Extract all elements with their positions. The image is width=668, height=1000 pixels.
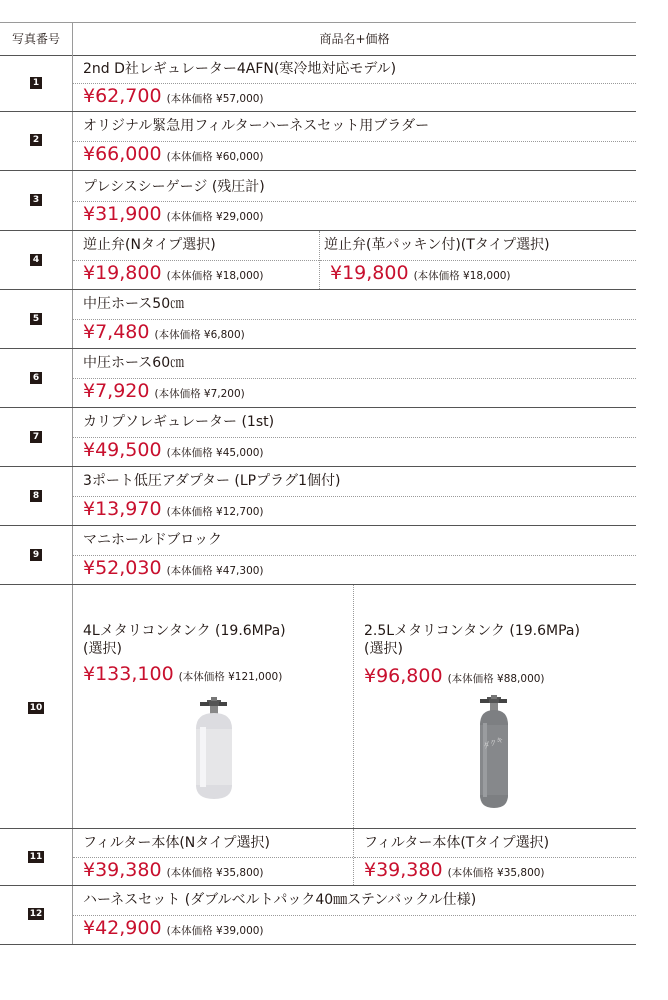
item-name: プレシスシーゲージ (残圧計) [83, 179, 265, 195]
table-row [0, 886, 636, 945]
item-name: フィルター本体(Nタイプ選択) [83, 835, 271, 851]
item-name: 2.5Lメタリコンタンク (19.6MPa) [364, 623, 580, 639]
item-price: ¥19,800 [83, 262, 162, 284]
item-price: ¥13,970 [83, 498, 162, 520]
table-row [0, 112, 636, 171]
item-base-price: (本体価格 ¥12,700) [166, 506, 264, 518]
photo-number-cell [0, 829, 73, 885]
item-price: ¥49,500 [83, 439, 162, 461]
photo-number-badge: 6 [30, 372, 42, 384]
item-name: カリプソレギュレーター (1st) [83, 414, 275, 430]
item-base-price: (本体価格 ¥35,800) [166, 867, 264, 879]
item-name: 中圧ホース50㎝ [83, 296, 185, 312]
item-name: 逆止弁(Nタイプ選択) [83, 237, 216, 253]
photo-number-cell [0, 408, 73, 466]
item-name: 2nd D社レギュレーター4AFN(寒冷地対応モデル) [83, 61, 397, 77]
photo-number-badge: 1 [30, 77, 42, 89]
item-price: ¥7,480 [83, 321, 150, 343]
item-base-price: (本体価格 ¥6,800) [154, 329, 245, 341]
item-price: ¥133,100 [83, 663, 174, 685]
item-base-price: (本体価格 ¥88,000) [447, 673, 545, 685]
photo-number-cell [0, 171, 73, 230]
photo-number-cell [0, 526, 73, 584]
item-name-suffix: (選択) [83, 641, 122, 657]
item-price: ¥66,000 [83, 143, 162, 165]
photo-number-badge: 3 [30, 194, 42, 206]
item-price: ¥39,380 [364, 859, 443, 881]
table-row [0, 55, 636, 112]
photo-number-badge: 9 [30, 549, 42, 561]
item-name: 4Lメタリコンタンク (19.6MPa) [83, 623, 286, 639]
item-name: 逆止弁(革パッキン付)(Tタイプ選択) [324, 237, 550, 253]
item-name: 3ポート低圧アダプター (LPプラグ1個付) [83, 473, 341, 489]
item-price: ¥19,800 [330, 262, 409, 284]
item-price: ¥31,900 [83, 203, 162, 225]
item-base-price: (本体価格 ¥60,000) [166, 151, 264, 163]
photo-number-badge: 12 [29, 909, 43, 919]
table-row [0, 467, 636, 526]
item-price: ¥96,800 [364, 665, 443, 687]
photo-number-badge: 11 [29, 852, 43, 862]
item-name: 中圧ホース60㎝ [83, 355, 185, 371]
item-price: ¥62,700 [83, 85, 162, 107]
photo-number-cell [0, 290, 73, 348]
item-price: ¥7,920 [83, 380, 150, 402]
item-base-price: (本体価格 ¥18,000) [413, 270, 511, 282]
table-row [0, 231, 636, 290]
item-base-price: (本体価格 ¥47,300) [166, 565, 264, 577]
item-name-suffix: (選択) [364, 641, 403, 657]
header-photo-number: 写真番号 [0, 23, 73, 55]
table-row [0, 829, 636, 886]
item-base-price: (本体価格 ¥7,200) [154, 388, 245, 400]
tank-label-text: ダクキ [482, 735, 505, 751]
item-base-price: (本体価格 ¥39,000) [166, 925, 264, 937]
item-name: ハーネスセット (ダブルベルトパック40㎜ステンバックル仕様) [83, 892, 477, 908]
item-base-price: (本体価格 ¥29,000) [166, 211, 264, 223]
table-row [0, 349, 636, 408]
white-tank-image [190, 697, 240, 801]
item-price: ¥52,030 [83, 557, 162, 579]
item-name: オリジナル緊急用フィルターハーネスセット用ブラダー [83, 118, 430, 134]
photo-number-cell [0, 467, 73, 525]
photo-number-badge: 8 [30, 490, 42, 502]
photo-number-badge: 4 [30, 254, 42, 266]
gray-tank-image [472, 695, 516, 809]
table-row [0, 408, 636, 467]
item-base-price: (本体価格 ¥45,000) [166, 447, 264, 459]
photo-number-cell [0, 55, 73, 111]
table-row [0, 171, 636, 231]
photo-number-cell [0, 349, 73, 407]
item-name: フィルター本体(Tタイプ選択) [364, 835, 550, 851]
table-row [0, 290, 636, 349]
photo-number-cell [0, 112, 73, 170]
photo-number-badge: 10 [29, 703, 43, 713]
item-price: ¥42,900 [83, 917, 162, 939]
item-price: ¥39,380 [83, 859, 162, 881]
table-row [0, 526, 636, 585]
photo-number-cell [0, 231, 73, 289]
photo-number-cell [0, 886, 73, 944]
item-base-price: (本体価格 ¥57,000) [166, 93, 264, 105]
item-base-price: (本体価格 ¥35,800) [447, 867, 545, 879]
item-name: マニホールドブロック [83, 532, 223, 548]
table-header [0, 22, 636, 56]
item-base-price: (本体価格 ¥121,000) [178, 671, 283, 683]
photo-number-badge: 5 [30, 313, 42, 325]
photo-number-badge: 7 [30, 431, 42, 443]
item-base-price: (本体価格 ¥18,000) [166, 270, 264, 282]
table-row [0, 585, 636, 829]
photo-number-badge: 2 [30, 134, 42, 146]
header-item-price: 商品名+価格 [319, 32, 390, 46]
photo-number-cell [0, 585, 73, 828]
